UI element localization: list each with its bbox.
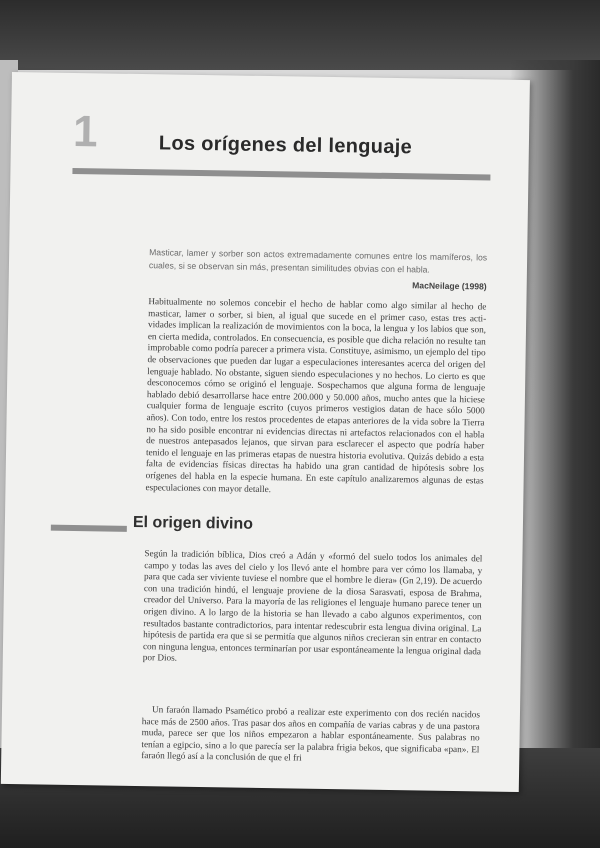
chapter-title-rule [72, 168, 490, 181]
section-paragraph-2: Un faraón llamado Psamético probó a realizar este experimento con dos recién nacidos hace más de 2500 años. Tras pasar dos años en compañía de varias cabras y de una pastora muda, parece ser que los niños empezaron a hablar espontáneamente. Sus palabras no tenían a egipcio, sino a lo que parecía ser la palabra frigia bekos, que significaba «pan». El faraón llegó así a la conclusión de que el fri [141, 704, 481, 764]
book-page [1, 72, 530, 792]
section-rule [51, 525, 127, 532]
section-paragraph-1: Según la tradición bíblica, Dios creó a Adán y «formó del suelo todos los animales del campo y todas las aves del cielo y los llevó ante el hombre para ver cómo los llamaba, y para que cada ser viviente tuviese el nombre que el hombre le diera» (Gn 2,19). De acuerdo con una tradición hindú, el lenguaje proviene de la diosa Sarasvati, esposa de Brahma, creador del Universo. Para la mayoría de las religiones el lenguaje humano parece tener un origen divino. A lo largo de la historia se han llevado a cabo algunos experimentos, con resultados bastante contradictorios, para intentar redescubrir esta lengua divina original. La hipótesis de partida era que si se permitía que algunos niños crecieran sin entrar en contacto con ninguna lengua, entonces terminarían por usar espontáneamente la lengua original dada por Dios. [142, 548, 483, 664]
chapter-number: 1 [72, 106, 98, 157]
epigraph-source: MacNeilage (1998) [412, 280, 487, 292]
chapter-title: Los orígenes del lenguaje [158, 132, 413, 159]
intro-paragraph: Habitualmente no solemos concebir el hecho de hablar como algo similar al hecho de masticar, lamer o sorber, si bien, al igual que sucede en el primer caso, estas tres actividades implican la realización de movimientos con la boca, la lengua y los labios que son, en cierta medida, controlados. En consecuencia, es posible que dicha relación no resulte tan improbable como podría parecer a primera vista. Constituye, asimismo, un ejemplo del tipo de observaciones que pueden dar lugar a especulaciones interesantes acerca del origen del lenguaje hablado. No obstante, siguen siendo especulaciones y no hechos. Lo cierto es que desconocemos cómo se originó el lenguaje. Sospechamos que alguna forma de lenguaje hablado debió desarrollarse hace entre 200.000 y 50.000 años, mucho antes que la hiciese cualquier forma de lenguaje escrito (cuyos primeros vestigios datan de hace sólo 5000 años). Con todo, entre los restos procedentes de etapas anteriores de la vida sobre la Tierra no ha sido posible encontrar ni evidencias directas ni artefactos relacionados con el habla de nuestros antepasados lejanos, que sirvan para esclarecer el aspecto que podría haber tenido el lenguaje en las primeras etapas de nuestra historia evolutiva. Quizás debido a esta falta de evidencias físicas directas ha habido una gran cantidad de hipótesis sobre los orígenes del habla en la especie humana. En este capítulo analizaremos algunas de estas especulaciones con mayor detalle. [145, 296, 487, 494]
epigraph-text: Masticar, lamer y sorber son actos extremadamente comunes entre los mamíferos, los cuales, si se observan sin más, presentan similitudes obvias con el habla. [148, 247, 488, 275]
section-title: El origen divino [132, 513, 254, 533]
